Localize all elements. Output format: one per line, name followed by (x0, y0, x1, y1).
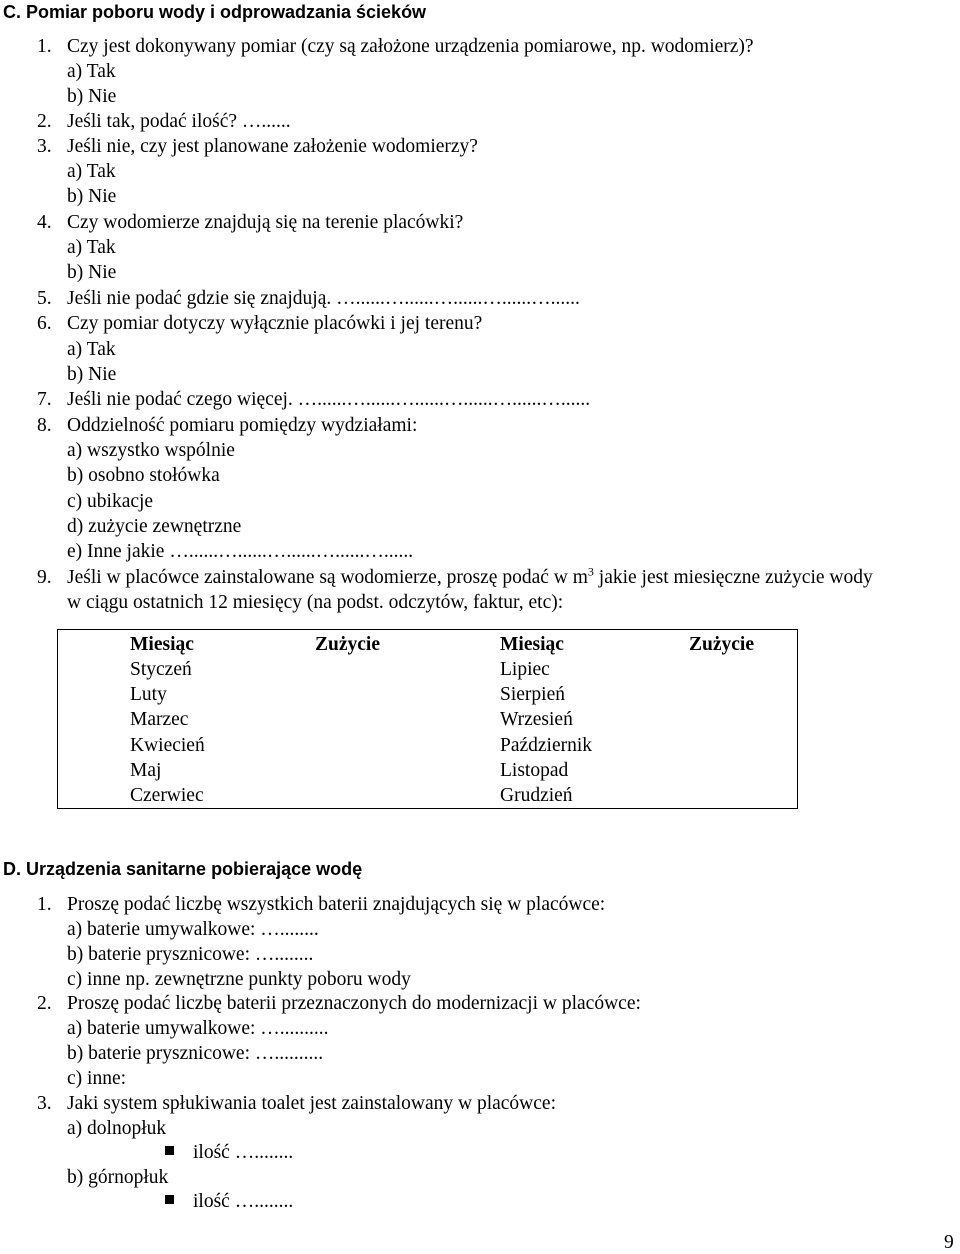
answer-option: b) osobno stołówka (67, 465, 220, 486)
question-number: 4. (37, 212, 52, 233)
table-cell[interactable] (243, 758, 428, 783)
table-row (58, 783, 798, 809)
table-cell: Lipiec (500, 659, 550, 681)
answer-option: b) Nie (67, 186, 117, 207)
question-text-continued: w ciągu ostatnich 12 miesięcy (na podst. odczytów, faktur, etc): (67, 592, 564, 613)
answer-option: b) baterie prysznicowe: ….......... (67, 1043, 324, 1064)
page-number: 9 (944, 1232, 954, 1253)
table-cell: Maj (130, 759, 162, 781)
answer-option: a) Tak (67, 161, 116, 182)
table-cell[interactable] (617, 657, 798, 682)
answer-option: a) dolnopłuk (67, 1118, 167, 1139)
question-text-part: jakie jest miesięczne zużycie wody (593, 567, 873, 588)
question-text: Jeśli nie podać gdzie się znajdują. …......…......…......…......…...... (67, 288, 580, 309)
table-cell: Kwiecień (130, 734, 205, 756)
answer-option: a) baterie umywalkowe: …........ (67, 919, 319, 940)
table-header-cell: Miesiąc (130, 634, 194, 656)
question-number: 5. (37, 288, 52, 309)
water-usage-table (57, 629, 798, 809)
table-row (58, 733, 798, 758)
question-number: 6. (37, 313, 52, 334)
table-cell[interactable] (243, 733, 428, 758)
question-number: 2. (37, 111, 52, 132)
section-d-heading: D. Urządzenia sanitarne pobierające wodę (3, 859, 363, 879)
answer-option: d) zużycie zewnętrzne (67, 516, 242, 537)
question-text: Oddzielność pomiaru pomiędzy wydziałami: (67, 415, 418, 436)
table-cell: Wrzesień (500, 709, 573, 731)
question-text: Czy jest dokonywany pomiar (czy są założone urządzenia pomiarowe, np. wodomierz)? (67, 36, 754, 57)
square-bullet-icon (165, 1195, 174, 1204)
question-text: Jaki system spłukiwania toalet jest zainstalowany w placówce: (67, 1093, 556, 1114)
square-bullet-icon (165, 1146, 174, 1155)
answer-option: b) Nie (67, 86, 117, 107)
table-cell: Luty (130, 684, 167, 706)
table-cell: Czerwiec (130, 784, 204, 806)
table-row (58, 682, 798, 707)
answer-option: b) Nie (67, 262, 117, 283)
table-cell[interactable] (617, 758, 798, 783)
table-cell[interactable] (243, 682, 428, 707)
question-number: 8. (37, 415, 52, 436)
table-row (58, 707, 798, 732)
table-cell[interactable] (243, 707, 428, 732)
table-cell[interactable] (617, 682, 798, 707)
question-number: 3. (37, 1093, 52, 1114)
table-header-cell: Zużycie (689, 634, 754, 656)
sub-answer: ilość …........ (193, 1191, 294, 1212)
question-number: 7. (37, 389, 52, 410)
table-cell: Marzec (130, 709, 189, 731)
question-number: 1. (37, 894, 52, 915)
table-cell: Styczeń (130, 659, 192, 681)
question-text: Czy pomiar dotyczy wyłącznie placówki i jej terenu? (67, 313, 483, 334)
question-text: Jeśli tak, podać ilość? …...... (67, 111, 291, 132)
answer-option: e) Inne jakie …......…......…......…......…...... (67, 541, 414, 562)
table-header-cell: Zużycie (315, 634, 380, 656)
answer-option: b) Nie (67, 364, 117, 385)
table-cell[interactable] (617, 707, 798, 732)
superscript: 3 (587, 564, 594, 579)
question-text: Jeśli nie podać czego więcej. …......…......…......…......…......…...... (67, 389, 591, 410)
question-number: 3. (37, 136, 52, 157)
answer-option: c) inne np. zewnętrzne punkty poboru wody (67, 969, 411, 990)
table-cell: Listopad (500, 759, 569, 781)
table-row (58, 758, 798, 783)
section-c-heading: C. Pomiar poboru wody i odprowadzania ścieków (3, 2, 427, 22)
question-text (67, 566, 873, 590)
table-cell: Październik (500, 734, 593, 756)
question-number: 2. (37, 993, 52, 1014)
answer-option: a) baterie umywalkowe: ….......... (67, 1018, 329, 1039)
table-cell: Grudzień (500, 784, 573, 806)
sub-answer: ilość …........ (193, 1142, 294, 1163)
table-cell[interactable] (243, 783, 428, 809)
question-text: Proszę podać liczbę wszystkich baterii znajdujących się w placówce: (67, 894, 606, 915)
table-cell[interactable] (617, 733, 798, 758)
question-text: Proszę podać liczbę baterii przeznaczonych do modernizacji w placówce: (67, 993, 641, 1014)
table-header-cell: Miesiąc (500, 634, 564, 656)
table-cell[interactable] (617, 783, 798, 809)
table-header-row (58, 630, 798, 658)
answer-option: a) Tak (67, 339, 116, 360)
answer-option: a) Tak (67, 237, 116, 258)
answer-option: a) wszystko wspólnie (67, 440, 235, 461)
table-cell: Sierpień (500, 684, 565, 706)
table-row (58, 657, 798, 682)
answer-option: b) górnopłuk (67, 1167, 169, 1188)
question-number: 9. (37, 567, 52, 588)
answer-option: a) Tak (67, 61, 116, 82)
question-number: 1. (37, 36, 52, 57)
question-text-part: Jeśli w placówce zainstalowane są wodomierze, proszę podać w m (67, 567, 588, 588)
answer-option: c) ubikacje (67, 491, 154, 512)
answer-option: b) baterie prysznicowe: …........ (67, 944, 314, 965)
question-text: Czy wodomierze znajdują się na terenie placówki? (67, 212, 464, 233)
answer-option: c) inne: (67, 1068, 127, 1089)
table-cell[interactable] (243, 657, 428, 682)
question-text: Jeśli nie, czy jest planowane założenie wodomierzy? (67, 136, 478, 157)
